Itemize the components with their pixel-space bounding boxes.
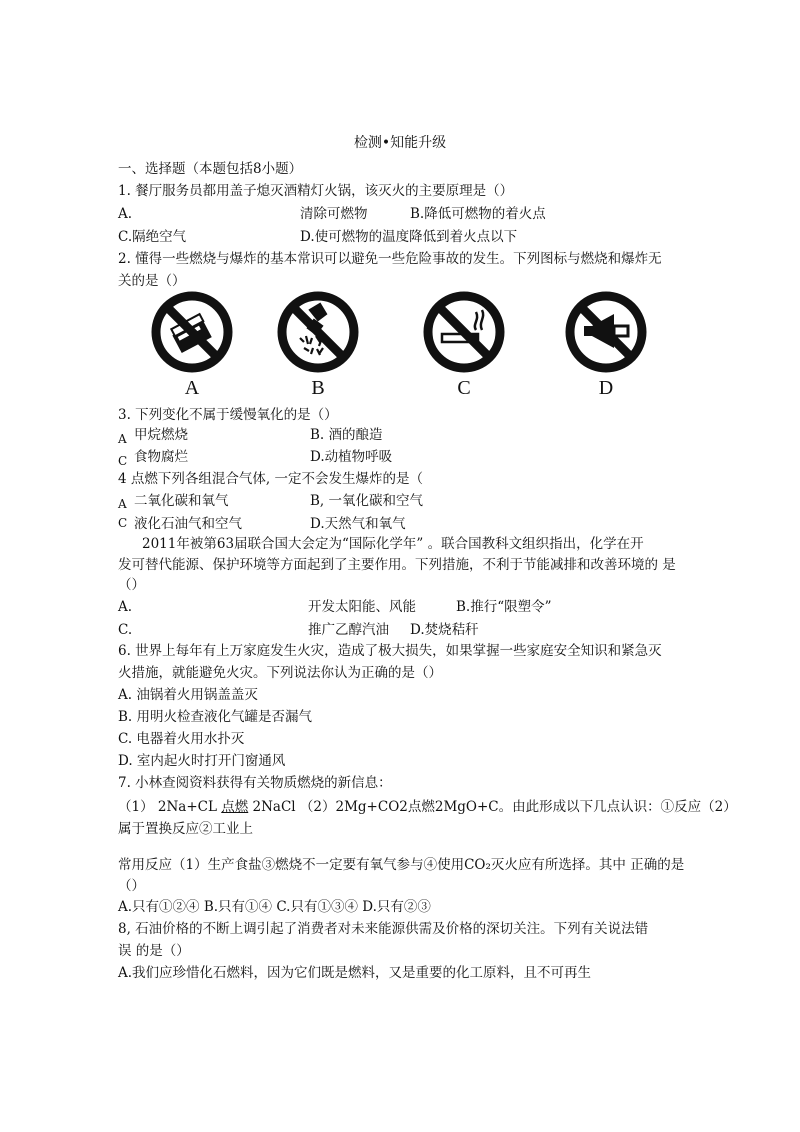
q6-stem-line2: 火措施，就能避免火灾。下列说法你认为正确的是（）: [118, 665, 442, 681]
q4-option-d: D.天然气和氧气: [310, 516, 406, 532]
q1-option-a: 清除可燃物: [300, 206, 368, 222]
q5-option-b: B.推行“限塑令”: [456, 599, 552, 615]
q1-option-a-label: A.: [118, 206, 133, 222]
q7-eq-part1: （1） 2Na+CL: [118, 799, 222, 815]
q7-options: A.只有①②④ B.只有①④ C.只有①③④ D.只有②③: [118, 899, 431, 915]
q6-option-b: B. 用明火检查液化气罐是否漏气: [118, 709, 313, 725]
sign-a: [150, 290, 234, 402]
q8-option-a: A.我们应珍惜化石燃料，因为它们既是燃料，又是重要的化工原料，且不可再生: [118, 965, 592, 981]
q7-line2: 属于置换反应②工业上: [118, 821, 253, 837]
q1-stem: 1. 餐厅服务员都用盖子熄灭酒精灯火锅，该灭火的主要原理是（）: [118, 183, 514, 199]
q5-option-d: D.焚烧秸秆: [410, 622, 479, 638]
sign-d: [564, 290, 648, 402]
sign-b-label: B: [311, 377, 325, 399]
q2-stem-line1: 2. 懂得一些燃烧与爆炸的基本常识可以避免一些危险事故的发生。下列图标与燃烧和爆炸无: [118, 251, 662, 267]
q7-eq-part2: 2NaCl （2）2Mg+CO2点燃2MgO+C。由此形成以下几点认识：①反应（2）: [248, 799, 737, 815]
q5-option-c: 推广乙醇汽油: [308, 622, 389, 638]
no-smoking-icon: [422, 290, 506, 374]
q3-option-d: D.动植物呼吸: [310, 449, 393, 465]
section-header: 一、选择题（本题包括8小题）: [118, 161, 303, 177]
q3-option-c: 食物腐烂: [134, 449, 188, 465]
q1-option-c: C.隔绝空气: [118, 229, 187, 245]
no-horn-icon: [564, 290, 648, 374]
q5-stem-line3: （）: [118, 577, 145, 593]
q8-stem-line1: 8, 石油价格的不断上调引起了消费者对未来能源供需及价格的深切关注。下列有关说法错: [118, 921, 649, 937]
q5-stem-line1: 2011年被第63届联合国大会定为“国际化学年” 。联合国教科文组织指出，化学在开: [142, 536, 644, 552]
q4-option-b: B, 一氧化碳和空气: [310, 493, 424, 509]
q3-option-a-mark: A: [118, 432, 127, 446]
no-matches-icon: [150, 290, 234, 374]
q6-option-a: A. 油锅着火用锅盖盖灭: [118, 687, 258, 703]
q3-stem: 3. 下列变化不属于缓慢氧化的是（）: [118, 407, 338, 423]
q4-option-c-mark: C: [118, 516, 128, 530]
q4-option-a-mark: A: [118, 497, 127, 511]
q7-equation-line: [118, 798, 737, 816]
q6-option-c: C. 电器着火用水扑灭: [118, 731, 245, 747]
q3-option-b: B. 酒的酿造: [310, 427, 383, 443]
q7-line4: （）: [118, 878, 145, 894]
q5-stem-line2: 发可替代能源、保护环境等方面起到了主要作用。下列措施，不利于节能减排和改善环境的 是: [118, 557, 676, 573]
page-title: 检测•知能升级: [353, 135, 447, 151]
sign-b: [276, 290, 360, 402]
sign-c-label: C: [457, 377, 471, 399]
q8-stem-line2: 误 的是（）: [118, 943, 190, 959]
q5-option-a-label: A.: [118, 599, 133, 615]
sign-c: [422, 290, 506, 402]
sign-d-label: D: [598, 377, 614, 399]
q3-option-a: 甲烷燃烧: [134, 427, 188, 443]
q6-option-d: D. 室内起火时打开门窗通风: [118, 753, 286, 769]
q4-option-a: 二氧化碳和氧气: [134, 493, 229, 509]
no-fireworks-icon: [276, 290, 360, 374]
q7-eq-ignite: 点燃: [221, 799, 249, 815]
q5-option-c-label: C.: [118, 622, 133, 638]
q2-stem-line2: 关的是（）: [118, 273, 186, 289]
q7-line3: 常用反应（1）生产食盐③燃烧不一定要有氧气参与④使用CO₂灭火应有所选择。其中 正确的是: [118, 857, 685, 873]
sign-a-label: A: [184, 377, 200, 399]
q1-option-d: D.使可燃物的温度降低到着火点以下: [300, 229, 518, 245]
q4-option-c: 液化石油气和空气: [134, 516, 242, 532]
q6-stem-line1: 6. 世界上每年有上万家庭发生火灾，造成了极大损失，如果掌握一些家庭安全知识和紧急灭: [118, 643, 662, 659]
q3-option-c-mark: C: [118, 454, 128, 468]
q5-option-a: 开发太阳能、风能: [308, 599, 416, 615]
q7-stem: 7. 小林查阅资料获得有关物质燃烧的新信息：: [118, 775, 392, 791]
q4-stem: 4 点燃下列各组混合气体, 一定不会发生爆炸的是（: [118, 471, 423, 487]
q1-option-b: B.降低可燃物的着火点: [410, 206, 546, 222]
q2-sign-row: [146, 290, 666, 402]
